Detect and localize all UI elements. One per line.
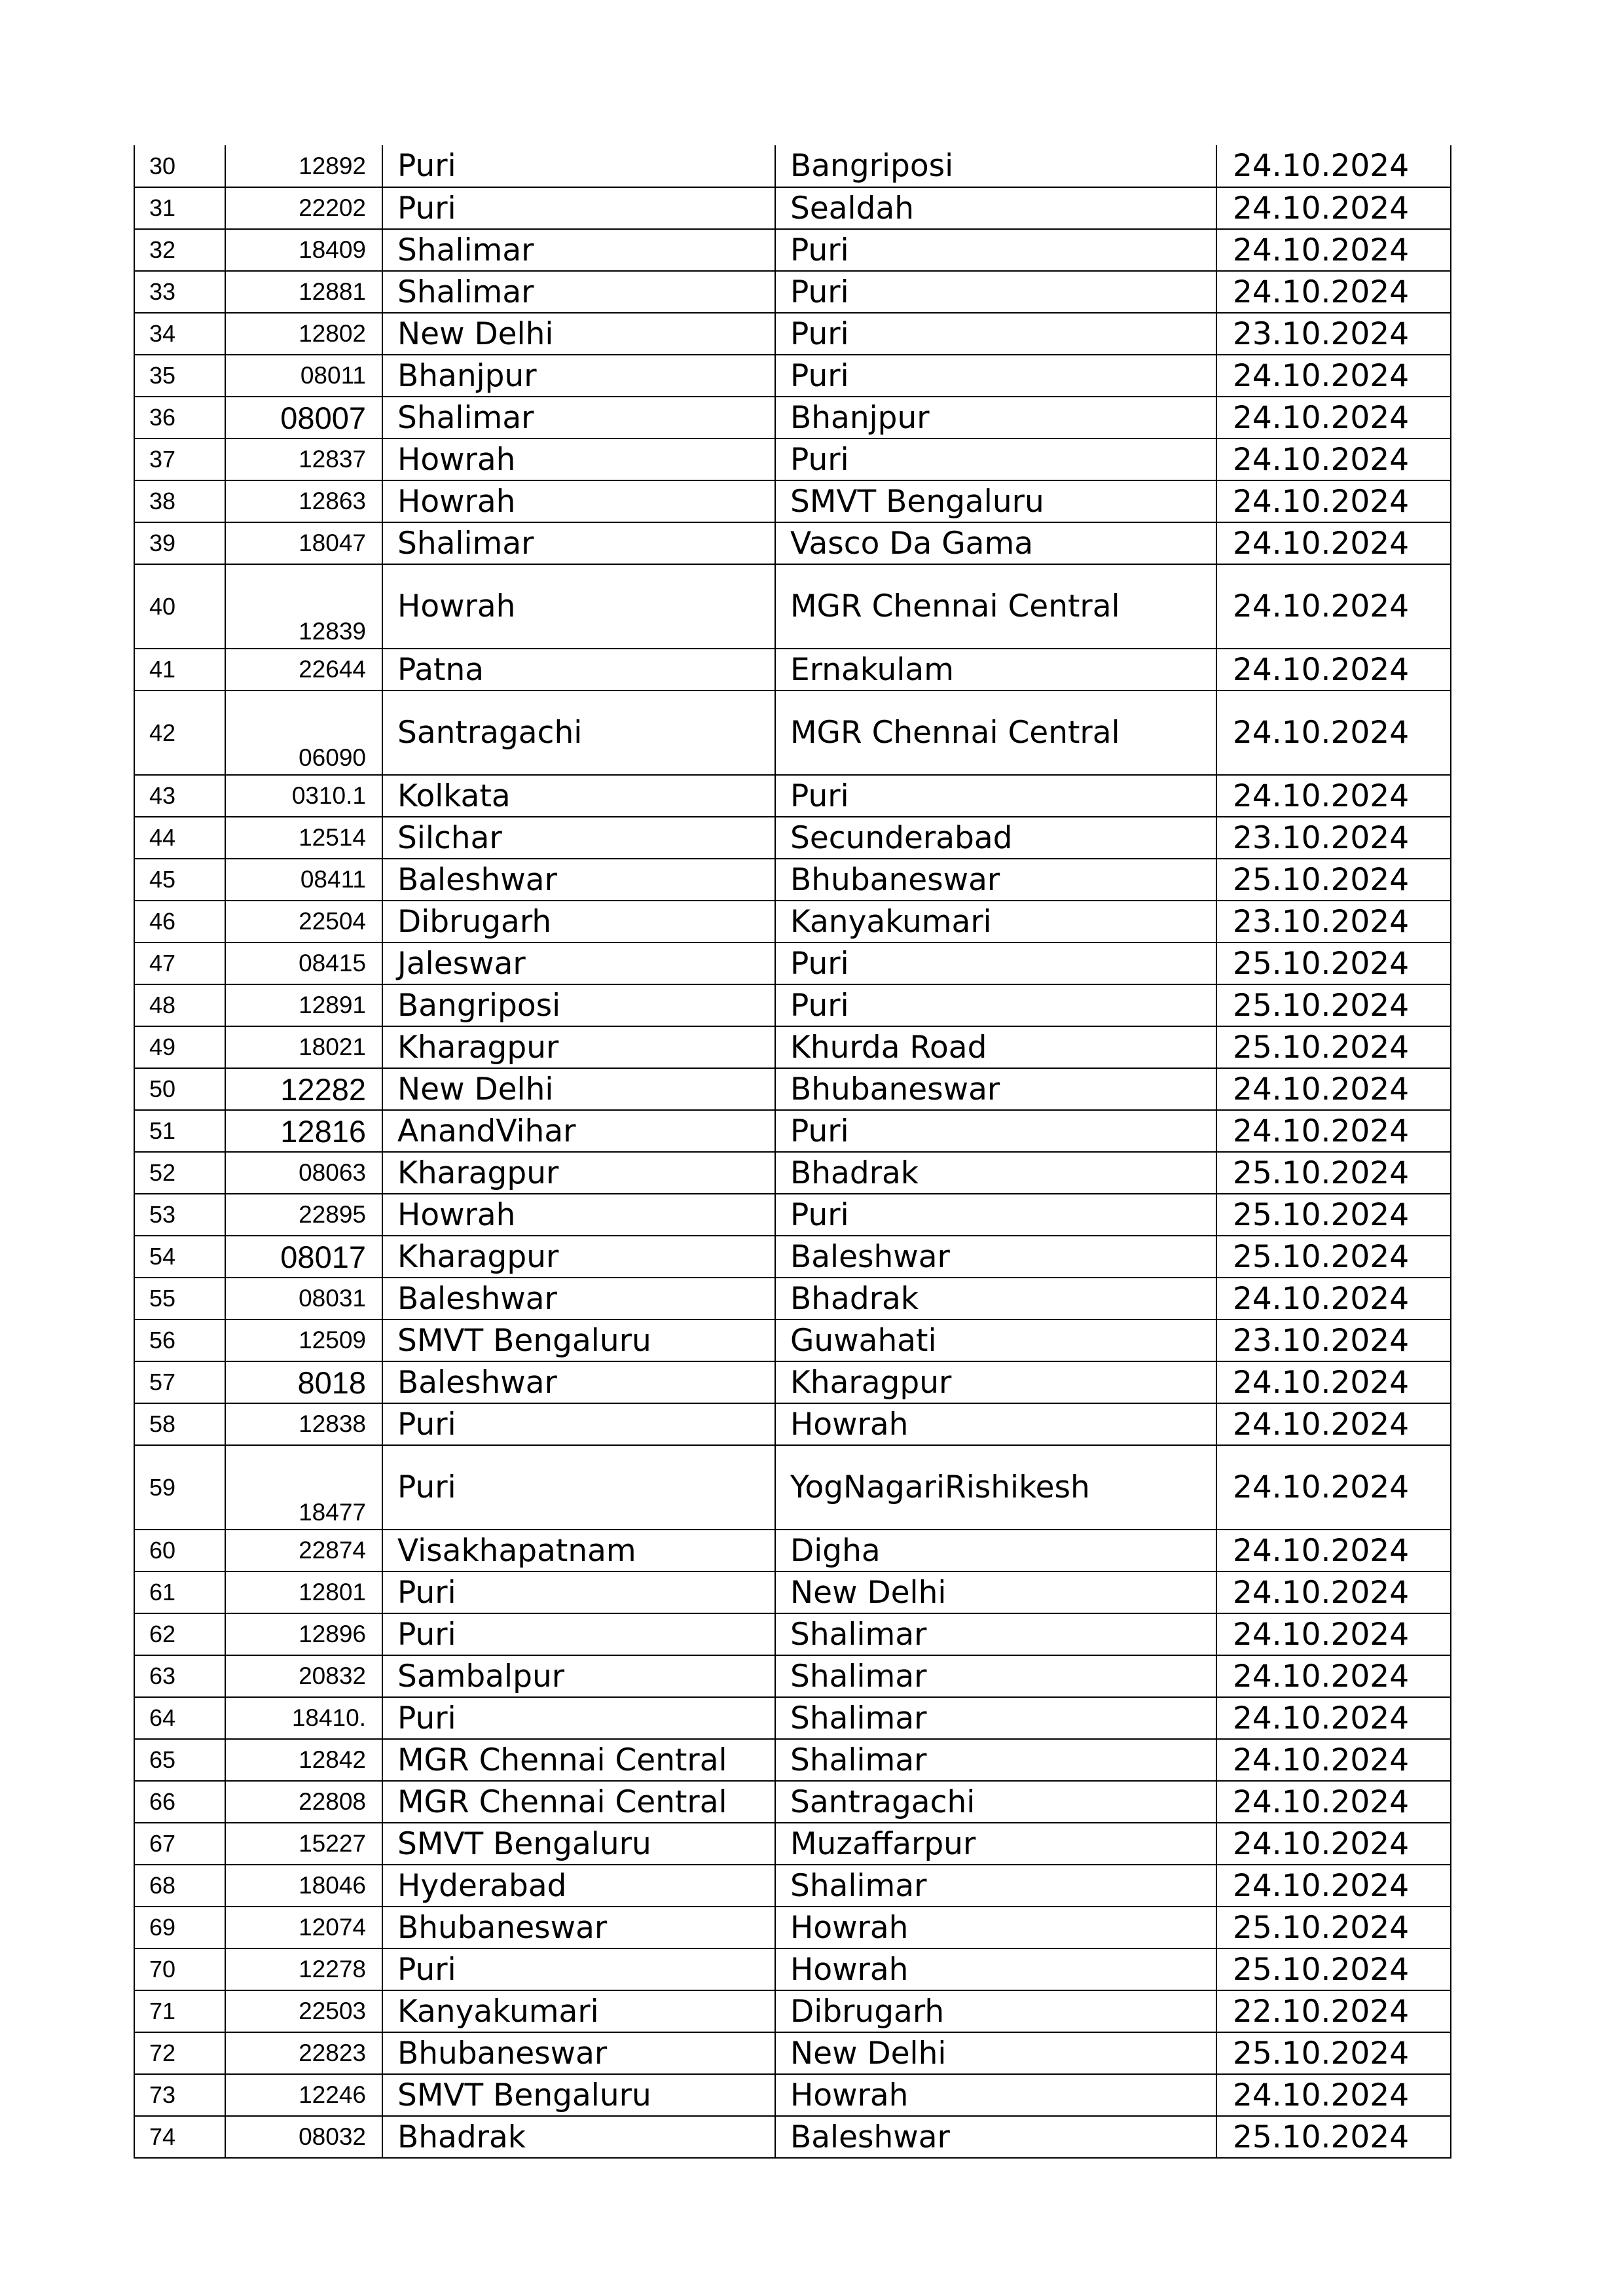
table-row bbox=[134, 1907, 1451, 1948]
to-station-cell: Sealdah bbox=[775, 187, 1216, 229]
from-station-cell: Jaleswar bbox=[382, 942, 775, 984]
serial-number-cell: 45 bbox=[134, 859, 225, 901]
from-station-cell: Bhubaneswar bbox=[382, 1907, 775, 1948]
from-station-cell: Puri bbox=[382, 1613, 775, 1655]
train-number-cell: 08031 bbox=[225, 1278, 382, 1319]
from-station-cell: Kharagpur bbox=[382, 1152, 775, 1194]
train-number-cell: 0310.1 bbox=[225, 775, 382, 817]
train-number-cell: 22503 bbox=[225, 1990, 382, 2032]
to-station-cell: Puri bbox=[775, 984, 1216, 1026]
to-station-cell: Bangriposi bbox=[775, 145, 1216, 187]
serial-number-cell: 34 bbox=[134, 313, 225, 355]
table-row bbox=[134, 1361, 1451, 1403]
table-body bbox=[134, 145, 1451, 2158]
table-row bbox=[134, 229, 1451, 271]
serial-number-cell: 46 bbox=[134, 901, 225, 942]
serial-number-cell: 53 bbox=[134, 1194, 225, 1236]
table-row bbox=[134, 1781, 1451, 1823]
date-cell: 25.10.2024 bbox=[1216, 1907, 1451, 1948]
from-station-cell: Puri bbox=[382, 1571, 775, 1613]
table-row bbox=[134, 1739, 1451, 1781]
table-row bbox=[134, 649, 1451, 691]
train-number-cell: 15227 bbox=[225, 1823, 382, 1865]
table-row bbox=[134, 564, 1451, 649]
from-station-cell: Shalimar bbox=[382, 522, 775, 564]
train-number-cell: 12863 bbox=[225, 480, 382, 522]
table-row bbox=[134, 1655, 1451, 1697]
serial-number-cell: 41 bbox=[134, 649, 225, 691]
train-number-cell: 22874 bbox=[225, 1530, 382, 1571]
table-row bbox=[134, 1571, 1451, 1613]
train-number-cell: 22202 bbox=[225, 187, 382, 229]
to-station-cell: MGR Chennai Central bbox=[775, 691, 1216, 775]
serial-number-cell: 74 bbox=[134, 2116, 225, 2158]
serial-number-cell: 59 bbox=[134, 1445, 225, 1530]
from-station-cell: Kolkata bbox=[382, 775, 775, 817]
table-row bbox=[134, 1152, 1451, 1194]
table-row bbox=[134, 775, 1451, 817]
table-row bbox=[134, 145, 1451, 187]
date-cell: 24.10.2024 bbox=[1216, 439, 1451, 480]
table-row bbox=[134, 2032, 1451, 2074]
date-cell: 24.10.2024 bbox=[1216, 397, 1451, 439]
train-number-cell: 18047 bbox=[225, 522, 382, 564]
from-station-cell: Shalimar bbox=[382, 229, 775, 271]
table-row bbox=[134, 1530, 1451, 1571]
date-cell: 24.10.2024 bbox=[1216, 649, 1451, 691]
from-station-cell: Puri bbox=[382, 1403, 775, 1445]
date-cell: 22.10.2024 bbox=[1216, 1990, 1451, 2032]
table-row bbox=[134, 2116, 1451, 2158]
date-cell: 25.10.2024 bbox=[1216, 1948, 1451, 1990]
to-station-cell: Khurda Road bbox=[775, 1026, 1216, 1068]
table-row bbox=[134, 313, 1451, 355]
serial-number-cell: 49 bbox=[134, 1026, 225, 1068]
to-station-cell: Puri bbox=[775, 355, 1216, 397]
table-row bbox=[134, 480, 1451, 522]
to-station-cell: Shalimar bbox=[775, 1655, 1216, 1697]
train-number-cell: 18477 bbox=[225, 1445, 382, 1530]
train-number-cell: 18410. bbox=[225, 1697, 382, 1739]
table-row bbox=[134, 942, 1451, 984]
from-station-cell: Puri bbox=[382, 1445, 775, 1530]
date-cell: 24.10.2024 bbox=[1216, 1823, 1451, 1865]
date-cell: 24.10.2024 bbox=[1216, 229, 1451, 271]
to-station-cell: Baleshwar bbox=[775, 2116, 1216, 2158]
serial-number-cell: 72 bbox=[134, 2032, 225, 2074]
train-number-cell: 22895 bbox=[225, 1194, 382, 1236]
serial-number-cell: 69 bbox=[134, 1907, 225, 1948]
train-number-cell: 12837 bbox=[225, 439, 382, 480]
table-row bbox=[134, 1613, 1451, 1655]
train-number-cell: 18021 bbox=[225, 1026, 382, 1068]
from-station-cell: Howrah bbox=[382, 1194, 775, 1236]
train-number-cell: 12801 bbox=[225, 1571, 382, 1613]
train-number-cell: 12842 bbox=[225, 1739, 382, 1781]
serial-number-cell: 60 bbox=[134, 1530, 225, 1571]
to-station-cell: SMVT Bengaluru bbox=[775, 480, 1216, 522]
table-row bbox=[134, 397, 1451, 439]
serial-number-cell: 61 bbox=[134, 1571, 225, 1613]
date-cell: 24.10.2024 bbox=[1216, 1278, 1451, 1319]
to-station-cell: Puri bbox=[775, 1110, 1216, 1152]
table-row bbox=[134, 1823, 1451, 1865]
table-row bbox=[134, 355, 1451, 397]
to-station-cell: Shalimar bbox=[775, 1613, 1216, 1655]
from-station-cell: Puri bbox=[382, 187, 775, 229]
date-cell: 25.10.2024 bbox=[1216, 1236, 1451, 1278]
train-number-cell: 12896 bbox=[225, 1613, 382, 1655]
train-number-cell: 20832 bbox=[225, 1655, 382, 1697]
table-row bbox=[134, 1236, 1451, 1278]
serial-number-cell: 57 bbox=[134, 1361, 225, 1403]
serial-number-cell: 42 bbox=[134, 691, 225, 775]
table-row bbox=[134, 1110, 1451, 1152]
to-station-cell: New Delhi bbox=[775, 1571, 1216, 1613]
to-station-cell: Shalimar bbox=[775, 1697, 1216, 1739]
from-station-cell: New Delhi bbox=[382, 313, 775, 355]
date-cell: 24.10.2024 bbox=[1216, 1655, 1451, 1697]
serial-number-cell: 65 bbox=[134, 1739, 225, 1781]
serial-number-cell: 63 bbox=[134, 1655, 225, 1697]
table-row bbox=[134, 1697, 1451, 1739]
to-station-cell: Digha bbox=[775, 1530, 1216, 1571]
serial-number-cell: 32 bbox=[134, 229, 225, 271]
from-station-cell: Bangriposi bbox=[382, 984, 775, 1026]
date-cell: 25.10.2024 bbox=[1216, 1194, 1451, 1236]
date-cell: 25.10.2024 bbox=[1216, 2032, 1451, 2074]
to-station-cell: Puri bbox=[775, 271, 1216, 313]
date-cell: 23.10.2024 bbox=[1216, 901, 1451, 942]
to-station-cell: Guwahati bbox=[775, 1319, 1216, 1361]
to-station-cell: Santragachi bbox=[775, 1781, 1216, 1823]
to-station-cell: Kharagpur bbox=[775, 1361, 1216, 1403]
to-station-cell: Puri bbox=[775, 229, 1216, 271]
from-station-cell: New Delhi bbox=[382, 1068, 775, 1110]
serial-number-cell: 73 bbox=[134, 2074, 225, 2116]
from-station-cell: Patna bbox=[382, 649, 775, 691]
date-cell: 24.10.2024 bbox=[1216, 355, 1451, 397]
train-number-cell: 12881 bbox=[225, 271, 382, 313]
train-number-cell: 12246 bbox=[225, 2074, 382, 2116]
serial-number-cell: 66 bbox=[134, 1781, 225, 1823]
date-cell: 24.10.2024 bbox=[1216, 1445, 1451, 1530]
to-station-cell: Bhubaneswar bbox=[775, 1068, 1216, 1110]
date-cell: 23.10.2024 bbox=[1216, 1319, 1451, 1361]
from-station-cell: Howrah bbox=[382, 564, 775, 649]
serial-number-cell: 31 bbox=[134, 187, 225, 229]
date-cell: 24.10.2024 bbox=[1216, 691, 1451, 775]
table-row bbox=[134, 1403, 1451, 1445]
train-number-cell: 12074 bbox=[225, 1907, 382, 1948]
train-number-cell: 08032 bbox=[225, 2116, 382, 2158]
to-station-cell: Vasco Da Gama bbox=[775, 522, 1216, 564]
from-station-cell: Puri bbox=[382, 1948, 775, 1990]
serial-number-cell: 48 bbox=[134, 984, 225, 1026]
train-number-cell: 22644 bbox=[225, 649, 382, 691]
train-number-cell: 08415 bbox=[225, 942, 382, 984]
from-station-cell: Sambalpur bbox=[382, 1655, 775, 1697]
from-station-cell: Kanyakumari bbox=[382, 1990, 775, 2032]
train-number-cell: 18409 bbox=[225, 229, 382, 271]
train-number-cell: 18046 bbox=[225, 1865, 382, 1907]
to-station-cell: Howrah bbox=[775, 1403, 1216, 1445]
to-station-cell: New Delhi bbox=[775, 2032, 1216, 2074]
from-station-cell: Baleshwar bbox=[382, 1278, 775, 1319]
table-row bbox=[134, 859, 1451, 901]
to-station-cell: Baleshwar bbox=[775, 1236, 1216, 1278]
from-station-cell: Bhubaneswar bbox=[382, 2032, 775, 2074]
date-cell: 24.10.2024 bbox=[1216, 1739, 1451, 1781]
from-station-cell: Puri bbox=[382, 1697, 775, 1739]
table-row bbox=[134, 1068, 1451, 1110]
serial-number-cell: 67 bbox=[134, 1823, 225, 1865]
train-number-cell: 12282 bbox=[225, 1068, 382, 1110]
serial-number-cell: 50 bbox=[134, 1068, 225, 1110]
table-row bbox=[134, 901, 1451, 942]
date-cell: 23.10.2024 bbox=[1216, 313, 1451, 355]
date-cell: 24.10.2024 bbox=[1216, 1571, 1451, 1613]
from-station-cell: AnandVihar bbox=[382, 1110, 775, 1152]
train-number-cell: 08063 bbox=[225, 1152, 382, 1194]
train-number-cell: 12802 bbox=[225, 313, 382, 355]
date-cell: 25.10.2024 bbox=[1216, 1026, 1451, 1068]
train-number-cell: 06090 bbox=[225, 691, 382, 775]
date-cell: 25.10.2024 bbox=[1216, 942, 1451, 984]
table-row bbox=[134, 1319, 1451, 1361]
train-schedule-table bbox=[134, 145, 1451, 2159]
from-station-cell: Baleshwar bbox=[382, 859, 775, 901]
date-cell: 23.10.2024 bbox=[1216, 817, 1451, 859]
date-cell: 24.10.2024 bbox=[1216, 480, 1451, 522]
date-cell: 24.10.2024 bbox=[1216, 2074, 1451, 2116]
from-station-cell: MGR Chennai Central bbox=[382, 1739, 775, 1781]
date-cell: 24.10.2024 bbox=[1216, 1781, 1451, 1823]
train-number-cell: 08011 bbox=[225, 355, 382, 397]
from-station-cell: Santragachi bbox=[382, 691, 775, 775]
date-cell: 25.10.2024 bbox=[1216, 1152, 1451, 1194]
table-row bbox=[134, 187, 1451, 229]
from-station-cell: Puri bbox=[382, 145, 775, 187]
date-cell: 25.10.2024 bbox=[1216, 859, 1451, 901]
date-cell: 24.10.2024 bbox=[1216, 775, 1451, 817]
table-row bbox=[134, 1948, 1451, 1990]
serial-number-cell: 70 bbox=[134, 1948, 225, 1990]
date-cell: 25.10.2024 bbox=[1216, 984, 1451, 1026]
table-row bbox=[134, 691, 1451, 775]
to-station-cell: YogNagariRishikesh bbox=[775, 1445, 1216, 1530]
train-number-cell: 8018 bbox=[225, 1361, 382, 1403]
serial-number-cell: 36 bbox=[134, 397, 225, 439]
table-row bbox=[134, 2074, 1451, 2116]
train-number-cell: 22504 bbox=[225, 901, 382, 942]
to-station-cell: Bhanjpur bbox=[775, 397, 1216, 439]
train-number-cell: 08007 bbox=[225, 397, 382, 439]
train-number-cell: 12514 bbox=[225, 817, 382, 859]
table-row bbox=[134, 1990, 1451, 2032]
serial-number-cell: 51 bbox=[134, 1110, 225, 1152]
to-station-cell: Puri bbox=[775, 942, 1216, 984]
serial-number-cell: 38 bbox=[134, 480, 225, 522]
from-station-cell: Bhanjpur bbox=[382, 355, 775, 397]
from-station-cell: SMVT Bengaluru bbox=[382, 1823, 775, 1865]
train-number-cell: 12891 bbox=[225, 984, 382, 1026]
serial-number-cell: 44 bbox=[134, 817, 225, 859]
from-station-cell: Kharagpur bbox=[382, 1236, 775, 1278]
serial-number-cell: 35 bbox=[134, 355, 225, 397]
to-station-cell: Puri bbox=[775, 313, 1216, 355]
serial-number-cell: 30 bbox=[134, 145, 225, 187]
serial-number-cell: 64 bbox=[134, 1697, 225, 1739]
to-station-cell: Howrah bbox=[775, 2074, 1216, 2116]
table-row bbox=[134, 817, 1451, 859]
date-cell: 24.10.2024 bbox=[1216, 145, 1451, 187]
serial-number-cell: 54 bbox=[134, 1236, 225, 1278]
from-station-cell: Silchar bbox=[382, 817, 775, 859]
serial-number-cell: 47 bbox=[134, 942, 225, 984]
from-station-cell: Visakhapatnam bbox=[382, 1530, 775, 1571]
to-station-cell: Bhadrak bbox=[775, 1278, 1216, 1319]
to-station-cell: Shalimar bbox=[775, 1739, 1216, 1781]
serial-number-cell: 62 bbox=[134, 1613, 225, 1655]
date-cell: 24.10.2024 bbox=[1216, 1068, 1451, 1110]
train-number-cell: 22823 bbox=[225, 2032, 382, 2074]
date-cell: 24.10.2024 bbox=[1216, 1361, 1451, 1403]
to-station-cell: MGR Chennai Central bbox=[775, 564, 1216, 649]
serial-number-cell: 39 bbox=[134, 522, 225, 564]
to-station-cell: Bhubaneswar bbox=[775, 859, 1216, 901]
train-number-cell: 12816 bbox=[225, 1110, 382, 1152]
serial-number-cell: 52 bbox=[134, 1152, 225, 1194]
from-station-cell: Bhadrak bbox=[382, 2116, 775, 2158]
date-cell: 24.10.2024 bbox=[1216, 522, 1451, 564]
table-row bbox=[134, 1194, 1451, 1236]
to-station-cell: Kanyakumari bbox=[775, 901, 1216, 942]
to-station-cell: Bhadrak bbox=[775, 1152, 1216, 1194]
serial-number-cell: 71 bbox=[134, 1990, 225, 2032]
train-number-cell: 12892 bbox=[225, 145, 382, 187]
serial-number-cell: 68 bbox=[134, 1865, 225, 1907]
date-cell: 24.10.2024 bbox=[1216, 1865, 1451, 1907]
from-station-cell: Kharagpur bbox=[382, 1026, 775, 1068]
train-number-cell: 12838 bbox=[225, 1403, 382, 1445]
serial-number-cell: 37 bbox=[134, 439, 225, 480]
to-station-cell: Shalimar bbox=[775, 1865, 1216, 1907]
table-row bbox=[134, 1278, 1451, 1319]
from-station-cell: Howrah bbox=[382, 480, 775, 522]
date-cell: 24.10.2024 bbox=[1216, 1613, 1451, 1655]
train-number-cell: 12839 bbox=[225, 564, 382, 649]
from-station-cell: SMVT Bengaluru bbox=[382, 1319, 775, 1361]
from-station-cell: Dibrugarh bbox=[382, 901, 775, 942]
train-number-cell: 22808 bbox=[225, 1781, 382, 1823]
date-cell: 24.10.2024 bbox=[1216, 1530, 1451, 1571]
serial-number-cell: 58 bbox=[134, 1403, 225, 1445]
serial-number-cell: 56 bbox=[134, 1319, 225, 1361]
to-station-cell: Puri bbox=[775, 775, 1216, 817]
train-number-cell: 12278 bbox=[225, 1948, 382, 1990]
date-cell: 25.10.2024 bbox=[1216, 2116, 1451, 2158]
train-number-cell: 08017 bbox=[225, 1236, 382, 1278]
from-station-cell: Hyderabad bbox=[382, 1865, 775, 1907]
to-station-cell: Howrah bbox=[775, 1907, 1216, 1948]
serial-number-cell: 33 bbox=[134, 271, 225, 313]
train-number-cell: 12509 bbox=[225, 1319, 382, 1361]
date-cell: 24.10.2024 bbox=[1216, 271, 1451, 313]
table-row bbox=[134, 1445, 1451, 1530]
from-station-cell: Howrah bbox=[382, 439, 775, 480]
to-station-cell: Muzaffarpur bbox=[775, 1823, 1216, 1865]
date-cell: 24.10.2024 bbox=[1216, 564, 1451, 649]
date-cell: 24.10.2024 bbox=[1216, 1697, 1451, 1739]
table-row bbox=[134, 1865, 1451, 1907]
train-number-cell: 08411 bbox=[225, 859, 382, 901]
serial-number-cell: 40 bbox=[134, 564, 225, 649]
table-row bbox=[134, 522, 1451, 564]
to-station-cell: Puri bbox=[775, 1194, 1216, 1236]
date-cell: 24.10.2024 bbox=[1216, 187, 1451, 229]
to-station-cell: Secunderabad bbox=[775, 817, 1216, 859]
serial-number-cell: 43 bbox=[134, 775, 225, 817]
from-station-cell: Shalimar bbox=[382, 271, 775, 313]
date-cell: 24.10.2024 bbox=[1216, 1403, 1451, 1445]
table-row bbox=[134, 271, 1451, 313]
date-cell: 24.10.2024 bbox=[1216, 1110, 1451, 1152]
from-station-cell: Shalimar bbox=[382, 397, 775, 439]
from-station-cell: MGR Chennai Central bbox=[382, 1781, 775, 1823]
from-station-cell: SMVT Bengaluru bbox=[382, 2074, 775, 2116]
table-row bbox=[134, 439, 1451, 480]
to-station-cell: Dibrugarh bbox=[775, 1990, 1216, 2032]
from-station-cell: Baleshwar bbox=[382, 1361, 775, 1403]
table-row bbox=[134, 984, 1451, 1026]
table-row bbox=[134, 1026, 1451, 1068]
to-station-cell: Puri bbox=[775, 439, 1216, 480]
to-station-cell: Howrah bbox=[775, 1948, 1216, 1990]
serial-number-cell: 55 bbox=[134, 1278, 225, 1319]
to-station-cell: Ernakulam bbox=[775, 649, 1216, 691]
